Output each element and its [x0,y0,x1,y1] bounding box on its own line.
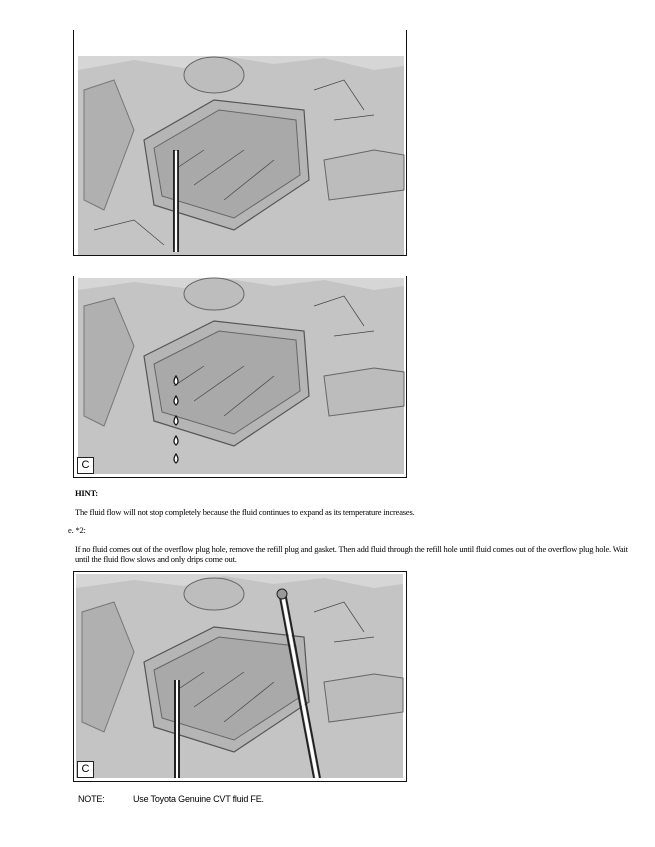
hint-text: The fluid flow will not stop completely because the fluid continues to expand as its temperature increases. [75,507,415,517]
note-text: Use Toyota Genuine CVT fluid FE. [133,794,264,804]
figure-callout-c: C [77,761,94,778]
hint-label: HINT: [75,488,98,498]
note-label: NOTE: [78,794,105,804]
oil-pan-drawing [74,30,407,256]
transmission-illustration-refill [73,571,407,782]
transmission-illustration-drips [73,276,407,478]
step-e-text: If no fluid comes out of the overflow plug hole, remove the refill plug and gasket. Then add fluid through the refill hole until fluid comes out of the overflow plug hole. Wait until the fluid flow slows and only drips come out. [75,544,628,564]
oil-pan-refill-drawing [74,572,405,780]
transmission-illustration-stream [73,30,407,256]
oil-pan-drip-drawing [74,276,407,478]
step-e-marker: e. *2: [68,525,86,535]
figure-callout-c: C [77,457,94,474]
